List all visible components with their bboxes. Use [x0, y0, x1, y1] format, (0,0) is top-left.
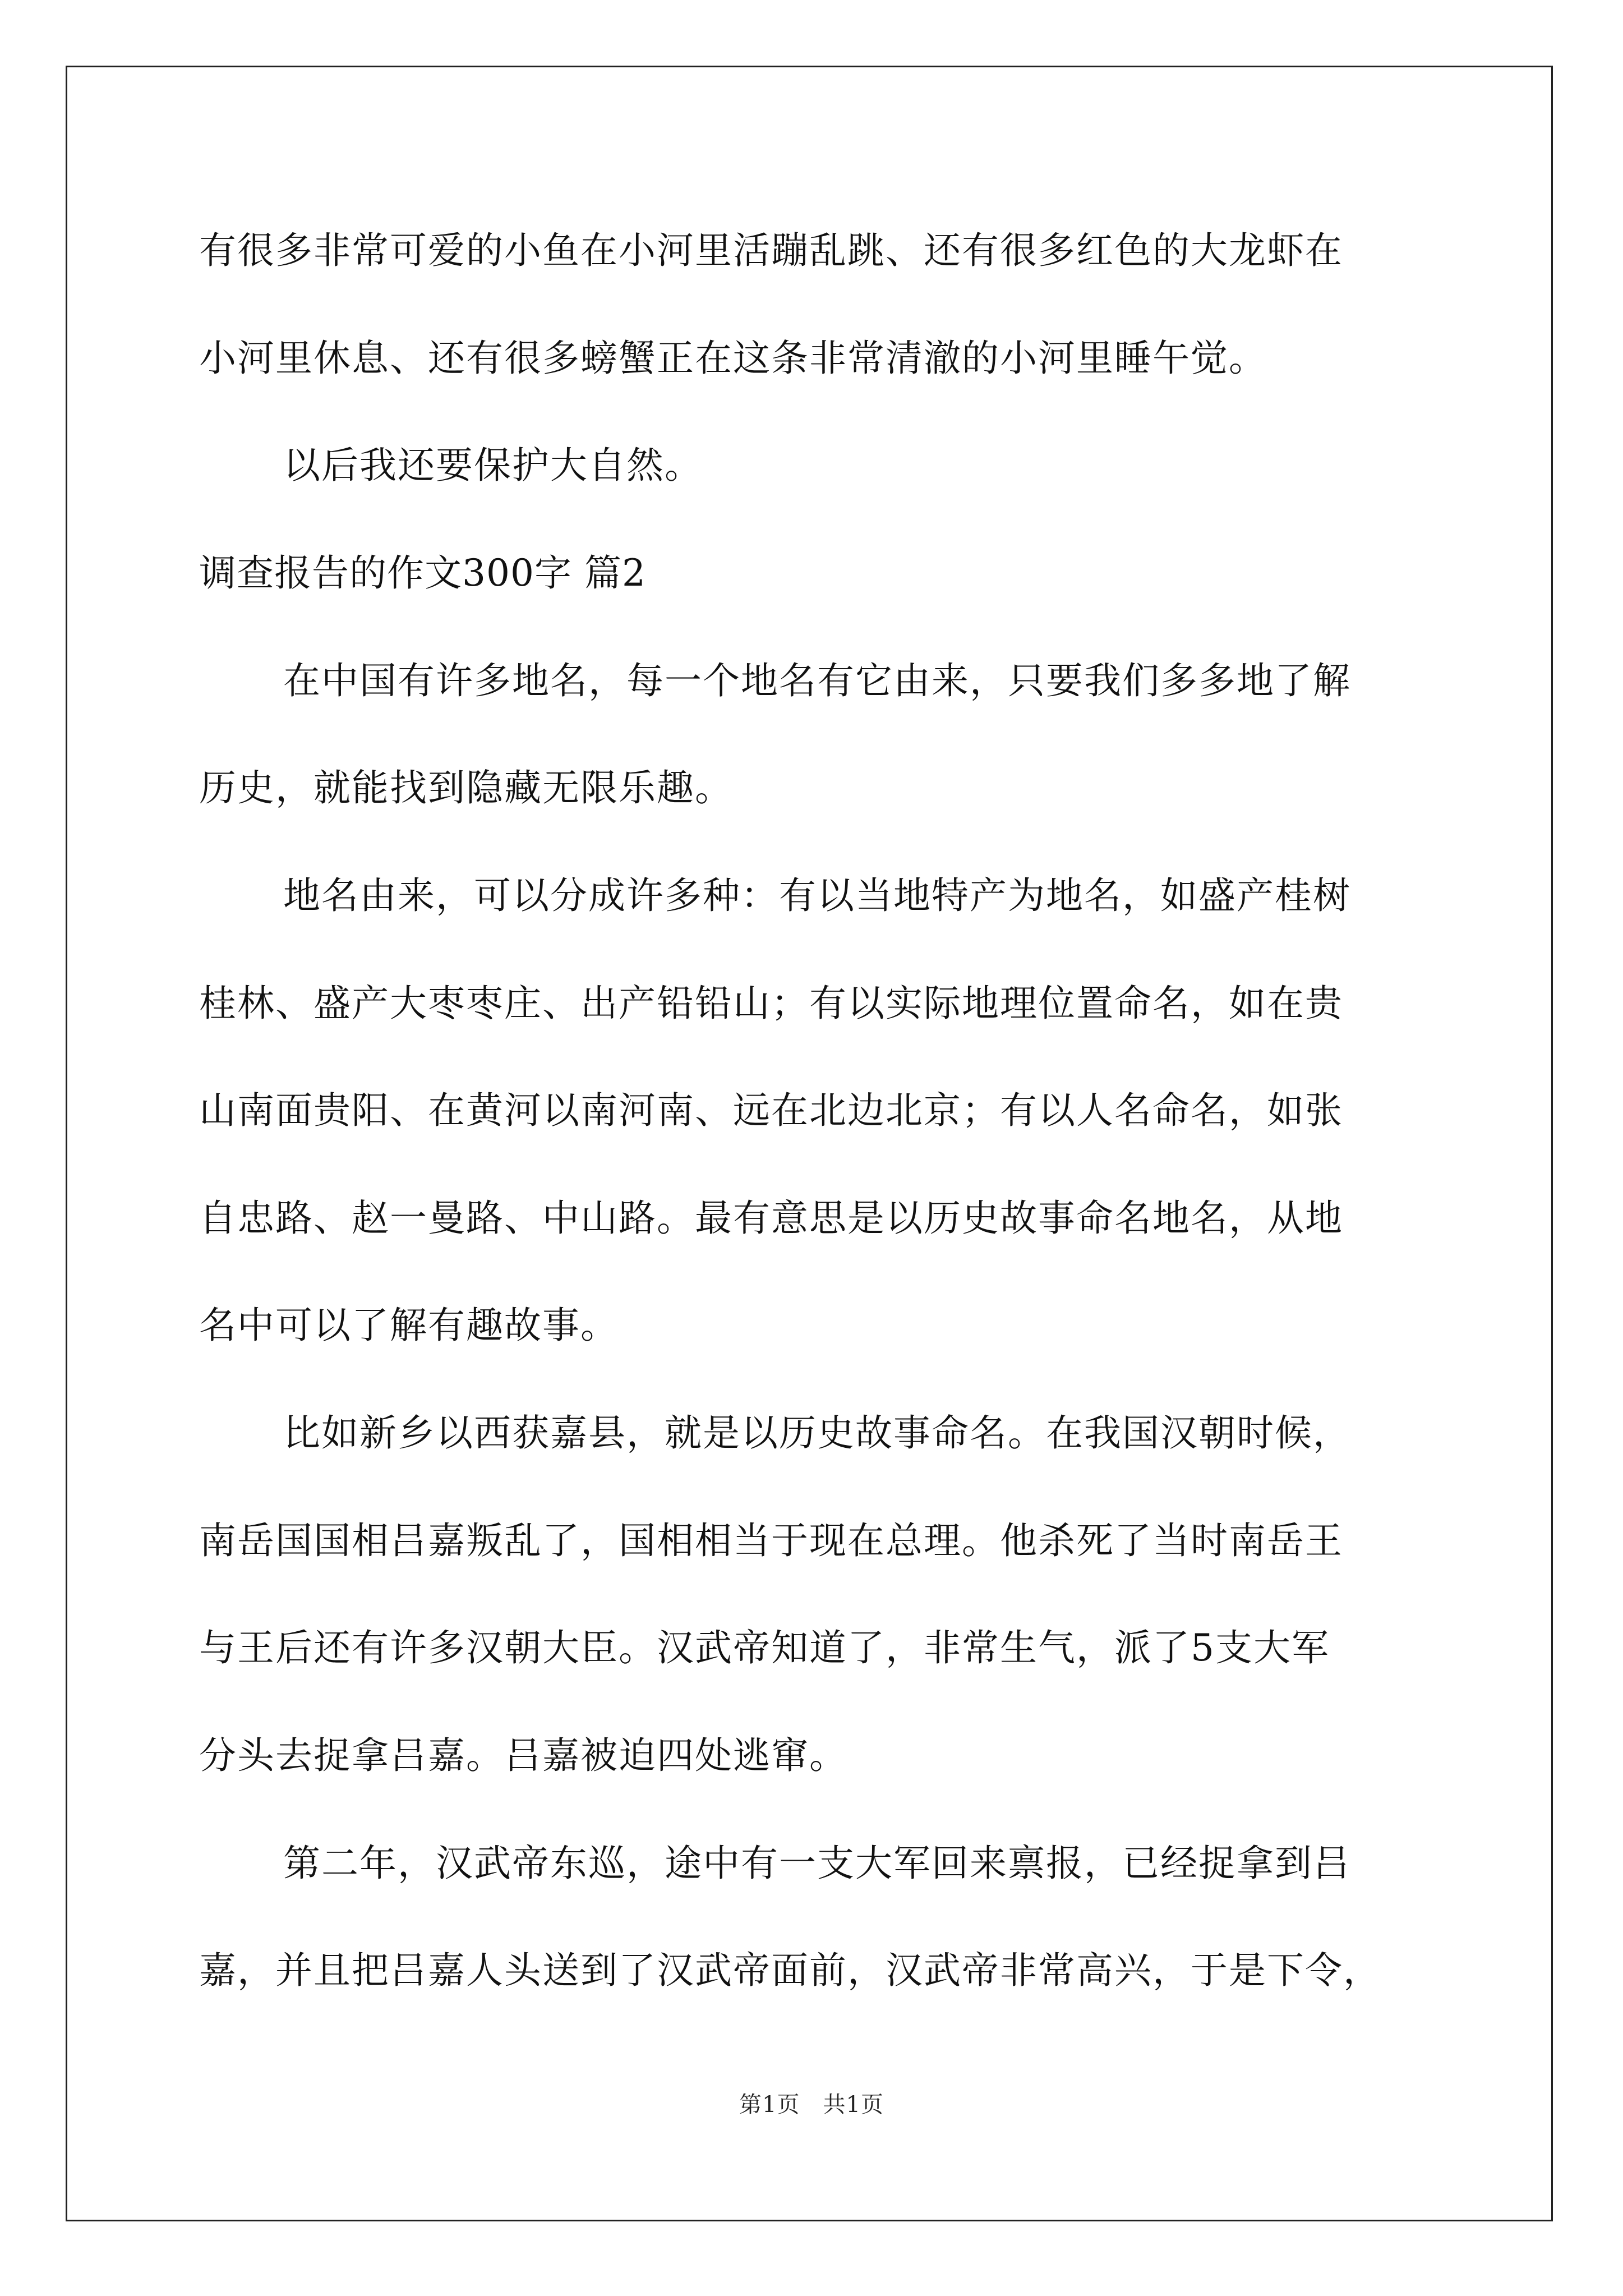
body-line-10: 自忠路、赵一曼路、中山路。最有意思是以历史故事命名地名，从地 [199, 1197, 1343, 1240]
body-line-14: 与王后还有许多汉朝大臣。汉武帝知道了，非常生气，派了5支大军 [199, 1626, 1330, 1669]
page-number-footer: 第1页 共1页 [739, 2092, 884, 2118]
body-line-6: 历史，就能找到隐藏无限乐趣。 [199, 766, 733, 809]
body-line-13: 南岳国国相吕嘉叛乱了，国相相当于现在总理。他杀死了当时南岳王 [199, 1519, 1343, 1562]
body-line-7: 地名由来，可以分成许多种：有以当地特产为地名，如盛产桂树 [283, 874, 1351, 917]
body-line-16: 第二年，汉武帝东巡，途中有一支大军回来禀报，已经捉拿到吕 [283, 1842, 1351, 1885]
body-line-1: 有很多非常可爱的小鱼在小河里活蹦乱跳、还有很多红色的大龙虾在 [199, 229, 1343, 272]
page-border [66, 66, 1553, 2221]
body-line-15: 分头去捉拿吕嘉。吕嘉被迫四处逃窜。 [199, 1734, 847, 1777]
body-line-2: 小河里休息、还有很多螃蟹正在这条非常清澈的小河里睡午觉。 [199, 337, 1267, 380]
section-heading: 调查报告的作文300字 篇2 [199, 551, 646, 595]
body-line-3: 以后我还要保护大自然。 [283, 444, 703, 487]
body-line-11: 名中可以了解有趣故事。 [199, 1304, 619, 1347]
body-line-17: 嘉，并且把吕嘉人头送到了汉武帝面前，汉武帝非常高兴，于是下令， [199, 1949, 1381, 1992]
body-line-5: 在中国有许多地名，每一个地名有它由来，只要我们多多地了解 [283, 659, 1351, 702]
body-line-8: 桂林、盛产大枣枣庄、出产铅铅山；有以实际地理位置命名，如在贵 [199, 982, 1343, 1025]
body-line-9: 山南面贵阳、在黄河以南河南、远在北边北京；有以人名命名，如张 [199, 1089, 1343, 1132]
body-line-12: 比如新乡以西获嘉县，就是以历史故事命名。在我国汉朝时候， [283, 1411, 1351, 1455]
